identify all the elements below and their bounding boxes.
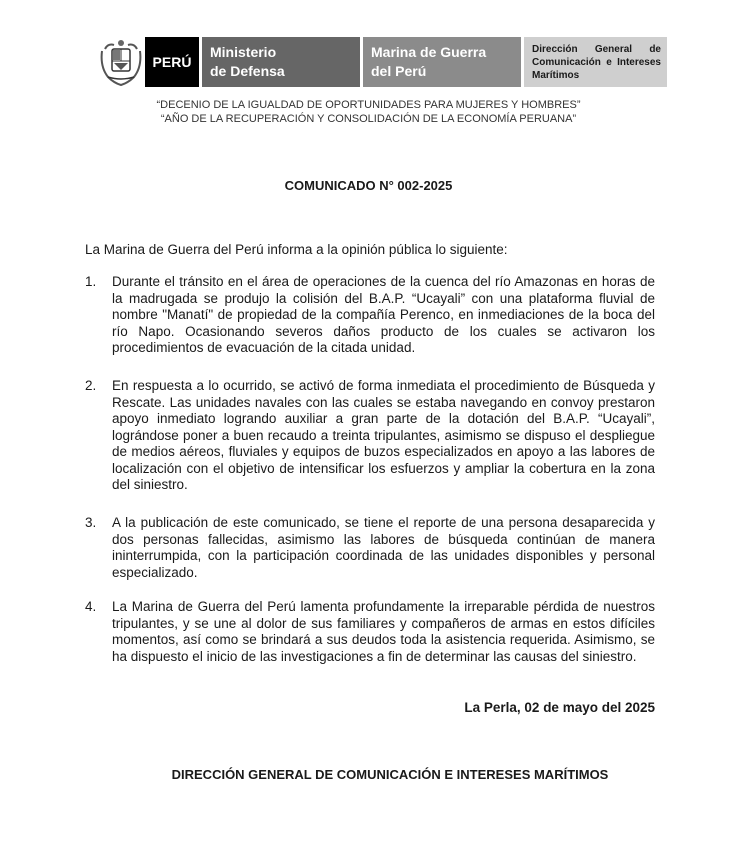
ministry-line-2: de Defensa bbox=[210, 63, 285, 79]
navy-line-1: Marina de Guerra bbox=[371, 44, 487, 60]
item-text: A la publicación de este comunicado, se tiene el reporte de una persona desaparecida y dos personas fallecidas, asimismo las labores de búsqueda continúan de manera ininterrumpida, con la participación coordinada de las unidades disponibles y personal especializado. bbox=[112, 515, 655, 580]
item-number: 3. bbox=[85, 515, 97, 530]
letterhead bbox=[97, 36, 667, 88]
navy-line-2: del Perú bbox=[371, 63, 427, 79]
list-item bbox=[85, 515, 655, 581]
list-item bbox=[85, 274, 655, 357]
list-item bbox=[85, 599, 655, 665]
direction-label bbox=[524, 37, 667, 87]
direction-text: Dirección General de Comunicación e Intereses Marítimos bbox=[532, 43, 661, 81]
item-number: 4. bbox=[85, 599, 97, 614]
peru-coat-of-arms-icon bbox=[97, 36, 145, 88]
year-name-line: “AÑO DE LA RECUPERACIÓN Y CONSOLIDACIÓN DE LA ECONOMÍA PERUANA” bbox=[160, 113, 577, 125]
signature-footer: DIRECCIÓN GENERAL DE COMUNICACIÓN E INTERESES MARÍTIMOS bbox=[171, 767, 609, 782]
document-title: COMUNICADO N° 002-2025 bbox=[284, 178, 453, 193]
intro-paragraph: La Marina de Guerra del Perú informa a la opinión pública lo siguiente: bbox=[85, 242, 508, 257]
navy-label bbox=[363, 37, 521, 87]
country-label: PERÚ bbox=[145, 37, 199, 87]
date-line: La Perla, 02 de mayo del 2025 bbox=[464, 700, 655, 715]
item-number: 1. bbox=[85, 274, 97, 289]
ministry-line-1: Ministerio bbox=[210, 44, 277, 60]
official-year-names bbox=[0, 98, 737, 126]
item-text: Durante el tránsito en el área de operaciones de la cuenca del río Amazonas en horas de la madrugada se produjo la colisión del B.A.P. “Ucayali” con una plataforma fluvial de nombre "Manatí" de propiedad de la compañía Perenco, en inmediaciones de la boca del río Napo. Ocasionando severos daños producto de los cuales se activaron los procedimientos de evacuación de la citada unidad. bbox=[112, 274, 655, 355]
decenio-line: “DECENIO DE LA IGUALDAD DE OPORTUNIDADES PARA MUJERES Y HOMBRES” bbox=[156, 99, 581, 111]
item-text: En respuesta a lo ocurrido, se activó de forma inmediata el procedimiento de Búsqueda y Rescate. Las unidades navales con las cuales se estaba navegando en convoy prestaron apoyo inmediato logrando auxiliar a gran parte de la dotación del B.A.P. “Ucayali”, lográndose poner a buen recaudo a treinta tripulantes, asimismo se dispuso el despliegue de medios aéreos, fluviales y equipos de buzos especializados en apoyo a las labores de localización con el objetivo de intensificar los esfuerzos y ampliar la cobertura en la zona del siniestro. bbox=[112, 378, 655, 492]
ministry-label bbox=[202, 37, 360, 87]
item-number: 2. bbox=[85, 378, 97, 393]
item-text: La Marina de Guerra del Perú lamenta profundamente la irreparable pérdida de nuestros tripulantes, y se une al dolor de sus familiares y compañeros de armas en estos difíciles momentos, así como se brindará a sus deudos toda la asistencia requerida. Asimismo, se ha dispuesto el inicio de las investigaciones a fin de determinar las causas del siniestro. bbox=[112, 599, 655, 664]
list-item bbox=[85, 378, 655, 494]
